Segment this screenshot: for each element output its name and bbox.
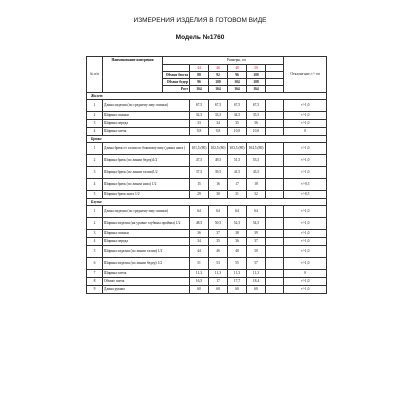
model-number: Модель №1760 xyxy=(175,34,225,41)
row-number: 4 xyxy=(87,238,103,246)
section-row xyxy=(87,93,327,100)
row-number: 3 xyxy=(87,167,103,179)
col-header-name: Наименование измерения xyxy=(103,57,163,93)
measurement-value: 34 xyxy=(190,238,209,246)
row-number: 5 xyxy=(87,191,103,199)
measurement-value: 43,5 xyxy=(247,167,266,179)
tolerance-value: +/-1,0 xyxy=(284,112,327,120)
measurement-value: 48,5 xyxy=(190,218,209,230)
param-value: 100 xyxy=(247,72,266,79)
measurement-value: 30 xyxy=(209,191,228,199)
tolerance-value: +/-1,0 xyxy=(284,278,327,286)
measurement-name: Ширина брюк (по линии талии)1/2 xyxy=(103,167,190,179)
measurement-value: 17 xyxy=(209,278,228,286)
tolerance-value: +/-1,0 xyxy=(284,120,327,128)
row-number: 8 xyxy=(87,278,103,286)
tolerance-value: +/-1,0 xyxy=(284,246,327,258)
table-row xyxy=(87,100,327,112)
row-number: 3 xyxy=(87,230,103,238)
measurement-value: 33,5 xyxy=(209,112,228,120)
measurement-value: 101,5 (80) xyxy=(190,143,209,155)
table-row xyxy=(87,191,327,199)
measurement-value: 52,5 xyxy=(228,218,247,230)
param-value: 164 xyxy=(190,86,209,93)
col-header-sizes: Размеры, см xyxy=(190,57,284,65)
measurement-value: 51 xyxy=(190,258,209,270)
measurement-value: 51,5 xyxy=(228,155,247,167)
table-row xyxy=(87,179,327,191)
measurement-value: 16 xyxy=(209,179,228,191)
measurement-value: 11,3 xyxy=(228,270,247,278)
measurement-value: 60 xyxy=(228,286,247,294)
size-label: 48 xyxy=(228,65,247,72)
measurement-value: 37 xyxy=(209,230,228,238)
measurement-name: Обхват плеча xyxy=(103,278,190,286)
measurement-value: 36 xyxy=(247,120,266,128)
measurement-value: 10,0 xyxy=(228,128,247,136)
measurement-value: 64 xyxy=(247,206,266,218)
measurement-value: 46 xyxy=(209,246,228,258)
measurement-value: 29 xyxy=(190,191,209,199)
table-row xyxy=(87,230,327,238)
section-row xyxy=(87,136,327,143)
param-value: 96 xyxy=(228,72,247,79)
param-value: 108 xyxy=(247,79,266,86)
measurement-value: 64 xyxy=(190,206,209,218)
table-row xyxy=(87,120,327,128)
size-label: 46 xyxy=(209,65,228,72)
measurement-value: 39 xyxy=(247,230,266,238)
row-number: 1 xyxy=(87,206,103,218)
measurement-value: 18 xyxy=(247,179,266,191)
tolerance-value: +/-1,0 xyxy=(284,100,327,112)
measurement-name: Ширина брюк (по линии низа) 1/2 xyxy=(103,179,190,191)
tolerance-value: +/-0,5 xyxy=(284,179,327,191)
table-row xyxy=(87,128,327,136)
measurement-value: 60 xyxy=(247,286,266,294)
measurement-name: Длина изделия (по среднему шву спинки) xyxy=(103,206,190,218)
measurement-value: 35 xyxy=(209,238,228,246)
param-value: 164 xyxy=(247,86,266,93)
size-label: 44 xyxy=(190,65,209,72)
measurement-name: Ширина спинки xyxy=(103,230,190,238)
param-value: 104 xyxy=(228,79,247,86)
measurement-value: 37,5 xyxy=(190,167,209,179)
tolerance-value: +/-1,0 xyxy=(284,206,327,218)
measurement-value: 34,5 xyxy=(228,112,247,120)
measurement-name: Ширина брюк (по линии бедер)1/2 xyxy=(103,155,190,167)
measurement-value: 67,5 xyxy=(228,100,247,112)
document-title: ИЗМЕРЕНИЯ ИЗДЕЛИЯ В ГОТОВОМ ВИДЕ xyxy=(133,17,267,24)
measurement-value: 103,5 (80) xyxy=(228,143,247,155)
measurement-value: 67,5 xyxy=(247,100,266,112)
table-row xyxy=(87,143,327,155)
measurement-value: 64 xyxy=(228,206,247,218)
measurement-value: 37 xyxy=(247,238,266,246)
measurement-name: Ширина брюк шага 1/2 xyxy=(103,191,190,199)
measurement-value: 36 xyxy=(228,238,247,246)
table-row xyxy=(87,258,327,270)
measurement-value: 33 xyxy=(190,120,209,128)
row-number: 1 xyxy=(87,100,103,112)
measurement-value: 57 xyxy=(247,258,266,270)
measurement-value: 104,5 (80) xyxy=(247,143,266,155)
table-row xyxy=(87,112,327,120)
measurement-value: 60 xyxy=(209,286,228,294)
measurement-name: Длина рукава xyxy=(103,286,190,294)
measurement-value: 15 xyxy=(190,179,209,191)
section-row xyxy=(87,199,327,206)
measurement-value: 41,5 xyxy=(228,167,247,179)
tolerance-value: +/-1,0 xyxy=(284,286,327,294)
measurement-value: 53,5 xyxy=(247,155,266,167)
row-number: 4 xyxy=(87,179,103,191)
param-value: 164 xyxy=(209,86,228,93)
row-number: 2 xyxy=(87,112,103,120)
tolerance-value: +/-0,5 xyxy=(284,191,327,199)
measurement-name: Ширина плеча xyxy=(103,270,190,278)
measurement-value: 11,3 xyxy=(247,270,266,278)
col-header-number: № п/п xyxy=(87,57,103,93)
measurement-name: Ширина спинки xyxy=(103,112,190,120)
row-number: 4 xyxy=(87,128,103,136)
tolerance-value: +/-1,0 xyxy=(284,258,327,270)
param-value: 100 xyxy=(209,79,228,86)
measurement-value: 31 xyxy=(228,191,247,199)
table-row xyxy=(87,246,327,258)
measurement-value: 64 xyxy=(209,206,228,218)
tolerance-value: +/-1,0 xyxy=(284,143,327,155)
table-row xyxy=(87,167,327,179)
param-value: 164 xyxy=(228,86,247,93)
measurement-value: 48 xyxy=(228,246,247,258)
measurement-value: 10,0 xyxy=(247,128,266,136)
measurement-value: 49,5 xyxy=(209,155,228,167)
measurement-name: Ширина переда xyxy=(103,120,190,128)
measurement-value: 47,5 xyxy=(190,155,209,167)
section-title: Брюки xyxy=(87,136,327,143)
measurement-value: 9,8 xyxy=(190,128,209,136)
measurement-name: Длина изделия (по среднему шву спинки) xyxy=(103,100,190,112)
table-row xyxy=(87,238,327,246)
tolerance-value: +/-1,0 xyxy=(284,238,327,246)
measurement-value: 16,5 xyxy=(190,278,209,286)
row-number: 6 xyxy=(87,258,103,270)
header-row xyxy=(87,57,327,65)
size-label: 50 xyxy=(247,65,266,72)
tolerance-value: +/-1,0 xyxy=(284,230,327,238)
measurement-name: Ширина переда xyxy=(103,238,190,246)
measurement-value: 18,4 xyxy=(247,278,266,286)
measurement-name: Ширина плеча xyxy=(103,128,190,136)
table-row xyxy=(87,206,327,218)
param-value: 88 xyxy=(190,72,209,79)
measurement-value: 36 xyxy=(190,230,209,238)
measurement-value: 32 xyxy=(247,191,266,199)
table-row xyxy=(87,286,327,294)
param-label: Обхват бюста xyxy=(163,72,190,79)
table-row xyxy=(87,270,327,278)
param-label: Обхват бедер xyxy=(163,79,190,86)
table-row xyxy=(87,218,327,230)
row-number: 1 xyxy=(87,143,103,155)
measurement-value: 53 xyxy=(209,258,228,270)
param-label: Рост xyxy=(163,86,190,93)
measurement-value: 35 xyxy=(228,120,247,128)
measurement-name: Ширина изделия (на уровне глубины проймы) 1/2 xyxy=(103,218,190,230)
measurement-value: 34 xyxy=(209,120,228,128)
row-number: 3 xyxy=(87,120,103,128)
measurement-value: 9,8 xyxy=(209,128,228,136)
measurement-value: 38 xyxy=(228,230,247,238)
measurement-value: 54,5 xyxy=(247,218,266,230)
measurement-value: 55 xyxy=(228,258,247,270)
measurement-name: Ширина изделия (по линии талии) 1/2 xyxy=(103,246,190,258)
param-value: 96 xyxy=(190,79,209,86)
measurement-value: 39,5 xyxy=(209,167,228,179)
section-title: Блузка xyxy=(87,199,327,206)
tolerance-value: +/-1,0 xyxy=(284,218,327,230)
row-number: 9 xyxy=(87,286,103,294)
param-value: 92 xyxy=(209,72,228,79)
measurement-value: 102,5 (80) xyxy=(209,143,228,155)
row-number: 7 xyxy=(87,270,103,278)
measurement-value: 67,5 xyxy=(190,100,209,112)
measurement-value: 67,5 xyxy=(209,100,228,112)
measurement-value: 11,3 xyxy=(190,270,209,278)
tolerance-value: +/-1,0 xyxy=(284,167,327,179)
row-number: 2 xyxy=(87,155,103,167)
section-title: Жилет xyxy=(87,93,327,100)
measurement-value: 44 xyxy=(190,246,209,258)
measurement-value: 35,5 xyxy=(247,112,266,120)
measurement-value: 50 xyxy=(247,246,266,258)
measurement-name: Ширина изделия (по линии бедер) 1/2 xyxy=(103,258,190,270)
measurement-value: 60 xyxy=(190,286,209,294)
measurement-name: Длина брюк от талии по боковому шву (длина шага ) xyxy=(103,143,190,155)
row-number: 5 xyxy=(87,246,103,258)
table-row xyxy=(87,155,327,167)
measurement-value: 32,5 xyxy=(190,112,209,120)
measurement-value: 17 xyxy=(228,179,247,191)
table-row xyxy=(87,278,327,286)
measurement-value: 17,7 xyxy=(228,278,247,286)
measurement-value: 50,5 xyxy=(209,218,228,230)
tolerance-value: +/-1,0 xyxy=(284,155,327,167)
measurements-table xyxy=(86,56,327,294)
measurement-value: 11,3 xyxy=(209,270,228,278)
tolerance-value: 0 xyxy=(284,128,327,136)
col-header-tolerance: Отклоне ние,+/- см xyxy=(284,57,327,93)
tolerance-value: 0 xyxy=(284,270,327,278)
row-number: 2 xyxy=(87,218,103,230)
